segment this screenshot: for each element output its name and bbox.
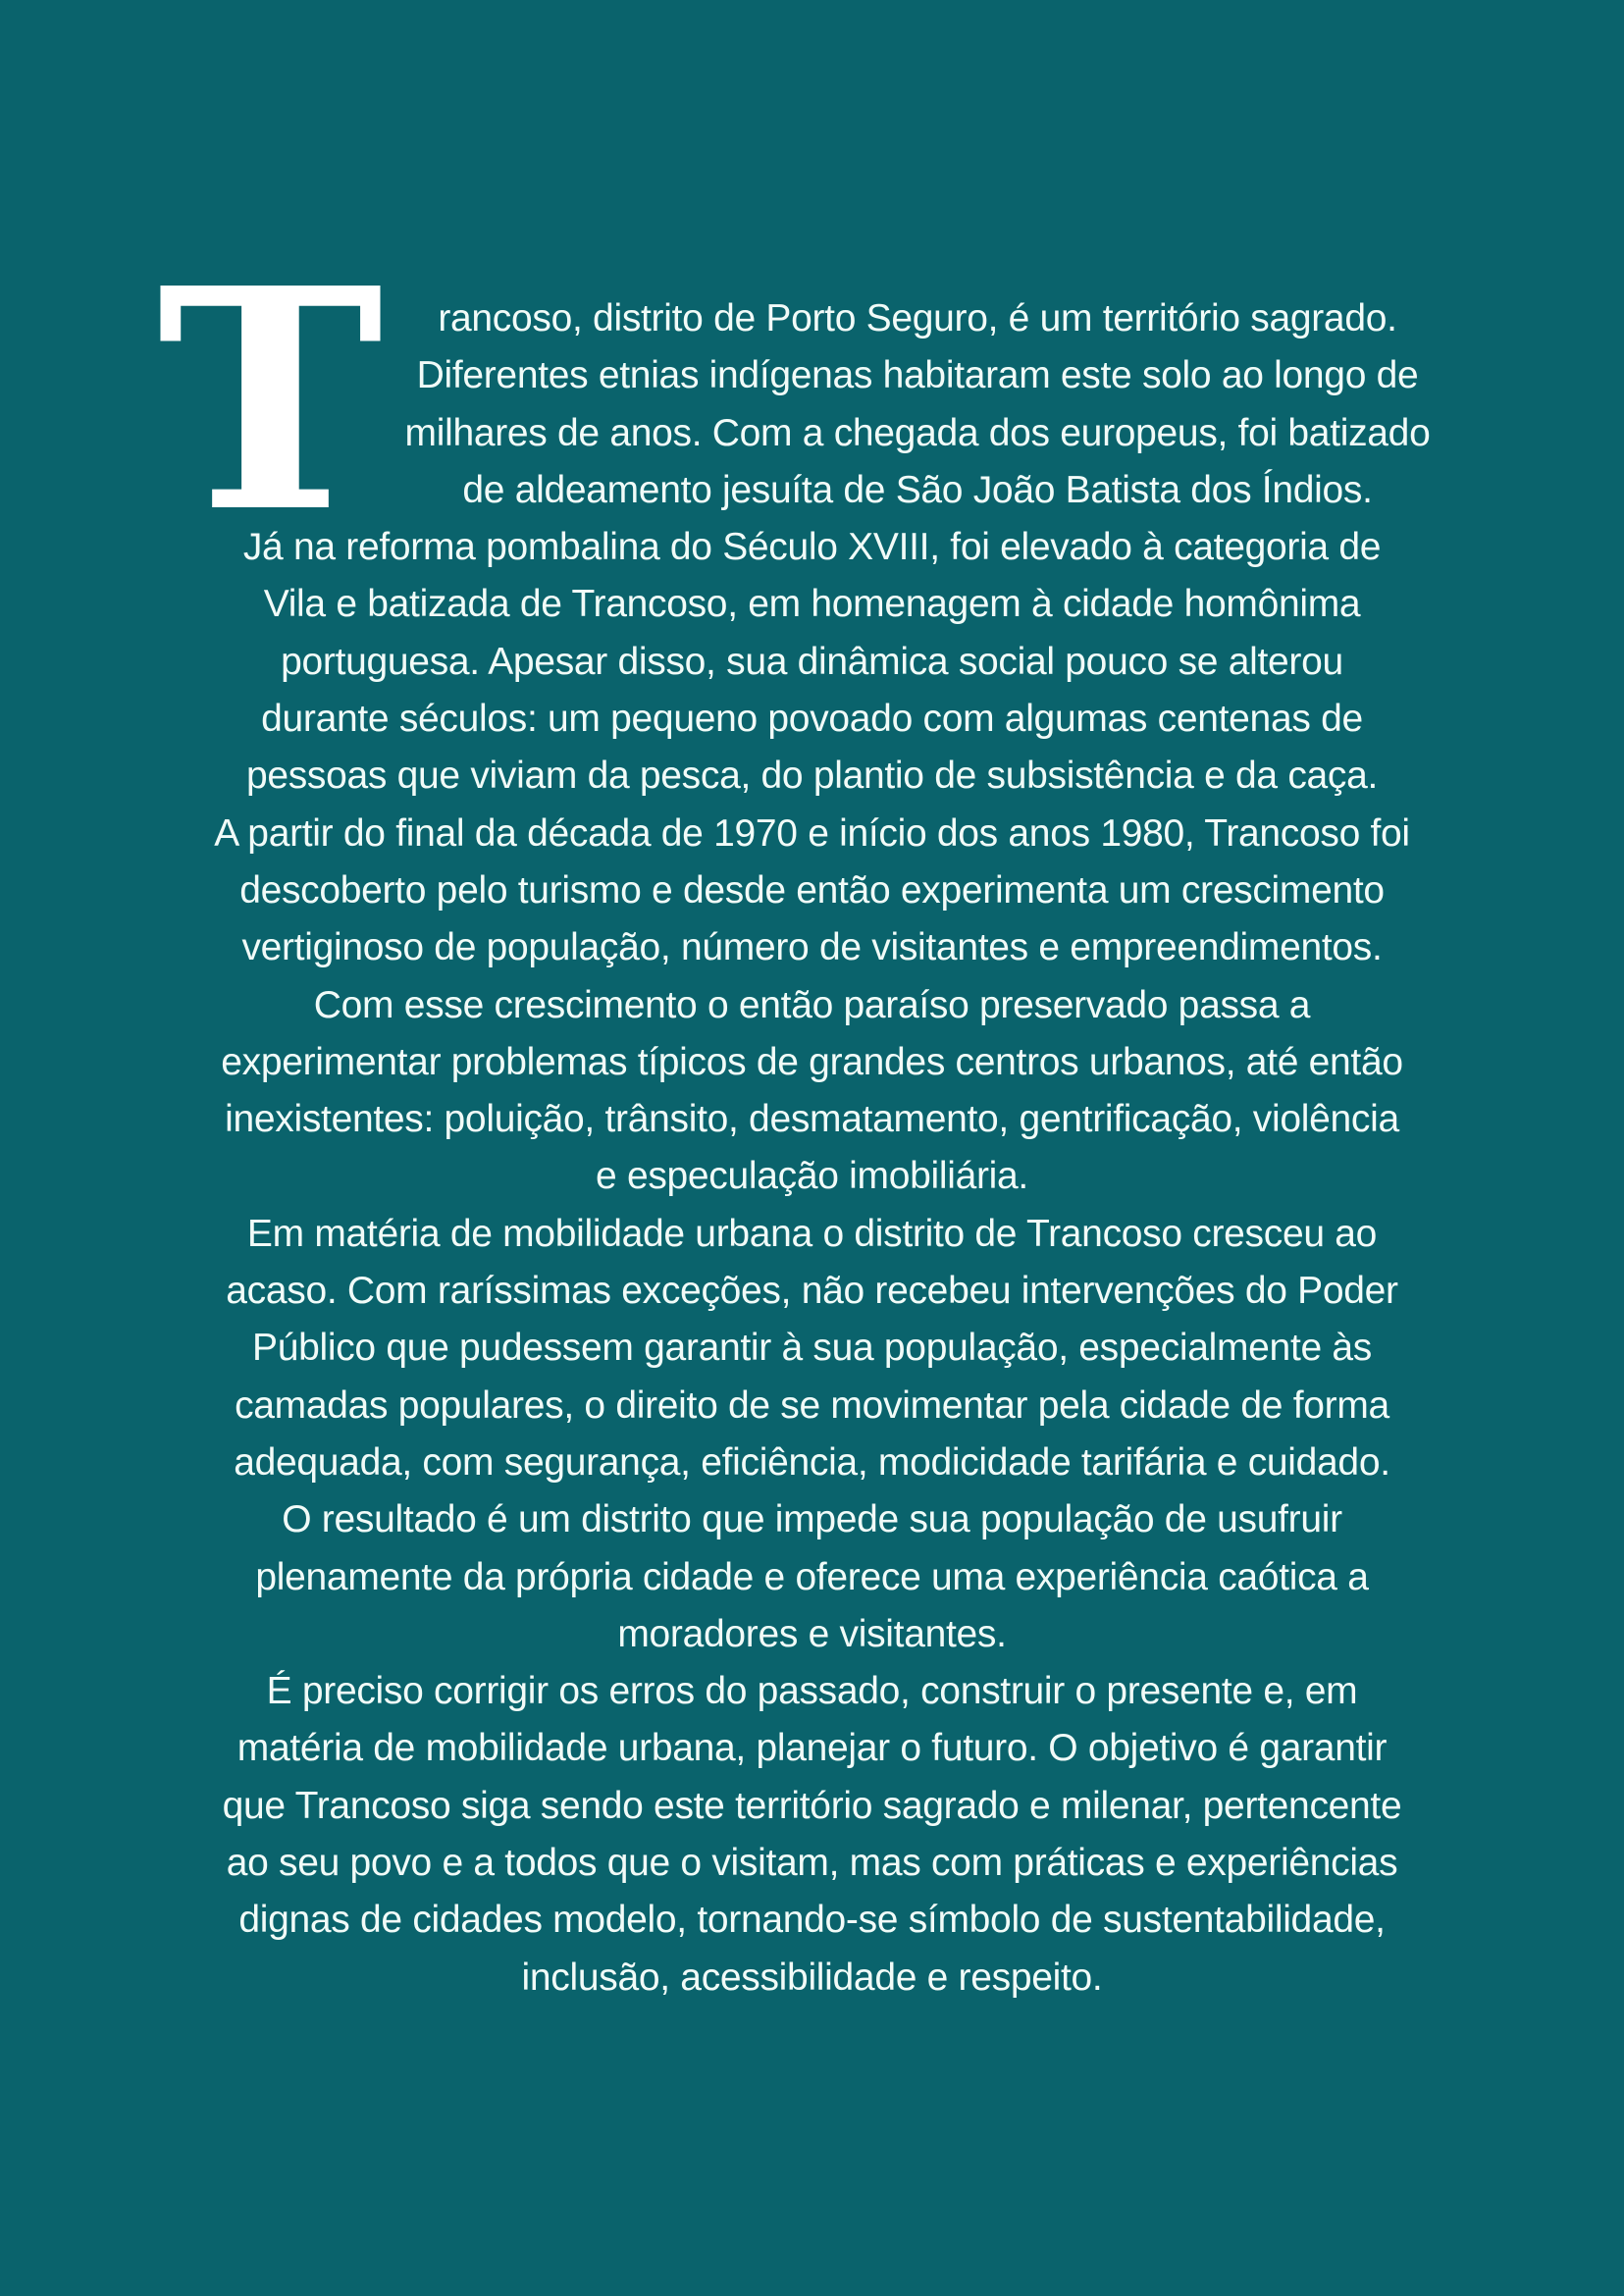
text-line: pessoas que viviam da pesca, do plantio de subsistência e da caça. <box>245 755 1379 798</box>
text-line: ao seu povo e a todos que o visitam, mas com práticas e experiências <box>226 1842 1398 1885</box>
text-line: Diferentes etnias indígenas habitaram este solo ao longo de <box>416 354 1419 397</box>
text-line: Já na reforma pombalina do Século XVIII, foi elevado à categoria de <box>242 526 1382 569</box>
text-line: inclusão, acessibilidade e respeito. <box>521 1956 1103 1999</box>
paragraph <box>147 977 1477 1206</box>
drop-cap: T <box>157 223 384 580</box>
text-line: Vila e batizada de Trancoso, em homenagem à cidade homônima <box>263 583 1361 626</box>
paragraph <box>147 1206 1477 1491</box>
paragraph <box>147 806 1477 977</box>
text-line: portuguesa. Apesar disso, sua dinâmica social pouco se alterou <box>281 640 1343 683</box>
text-line: Com esse crescimento o então paraíso preservado passa a <box>313 983 1311 1026</box>
text-line: camadas populares, o direito de se movimentar pela cidade de forma <box>235 1383 1389 1427</box>
text-line: rancoso, distrito de Porto Seguro, é um território sagrado. <box>438 297 1397 339</box>
paragraph <box>147 1491 1477 1663</box>
paragraph <box>147 290 1477 519</box>
text-line: dignas de cidades modelo, tornando-se símbolo de sustentabilidade, <box>238 1899 1386 1942</box>
text-line: descoberto pelo turismo e desde então experimenta um crescimento <box>239 868 1385 912</box>
text-line: milhares de anos. Com a chegada dos europeus, foi batizado <box>404 411 1431 454</box>
paragraph <box>147 1663 1477 2007</box>
text-line: e especulação imobiliária. <box>596 1155 1028 1198</box>
text-line: plenamente da própria cidade e oferece uma experiência caótica a <box>255 1555 1369 1598</box>
text-line: durante séculos: um pequeno povoado com algumas centenas de <box>261 698 1363 741</box>
text-line: É preciso corrigir os erros do passado, construir o presente e, em <box>266 1670 1358 1713</box>
text-line: adequada, com segurança, eficiência, modicidade tarifária e cuidado. <box>234 1440 1390 1484</box>
text-line: inexistentes: poluição, trânsito, desmatamento, gentrificação, violência <box>225 1098 1399 1141</box>
text-line: Em matéria de mobilidade urbana o distrito de Trancoso cresceu ao <box>246 1212 1378 1255</box>
body-text <box>147 290 1477 2007</box>
text-line: que Trancoso siga sendo este território sagrado e milenar, pertencente <box>222 1784 1402 1827</box>
text-line: Público que pudessem garantir à sua população, especialmente às <box>251 1327 1372 1370</box>
text-line: experimentar problemas típicos de grandes centros urbanos, até então <box>221 1040 1403 1083</box>
text-line: matéria de mobilidade urbana, planejar o futuro. O objetivo é garantir <box>236 1727 1388 1770</box>
paragraph <box>147 519 1477 805</box>
text-line: O resultado é um distrito que impede sua população de usufruir <box>282 1498 1342 1541</box>
text-line: acaso. Com raríssimas exceções, não recebeu intervenções do Poder <box>226 1270 1398 1313</box>
text-line: vertiginoso de população, número de visitantes e empreendimentos. <box>241 926 1383 969</box>
text-line: moradores e visitantes. <box>617 1612 1007 1655</box>
text-line: de aldeamento jesuíta de São João Batista dos Índios. <box>462 468 1373 511</box>
text-line: A partir do final da década de 1970 e início dos anos 1980, Trancoso foi <box>214 811 1410 855</box>
